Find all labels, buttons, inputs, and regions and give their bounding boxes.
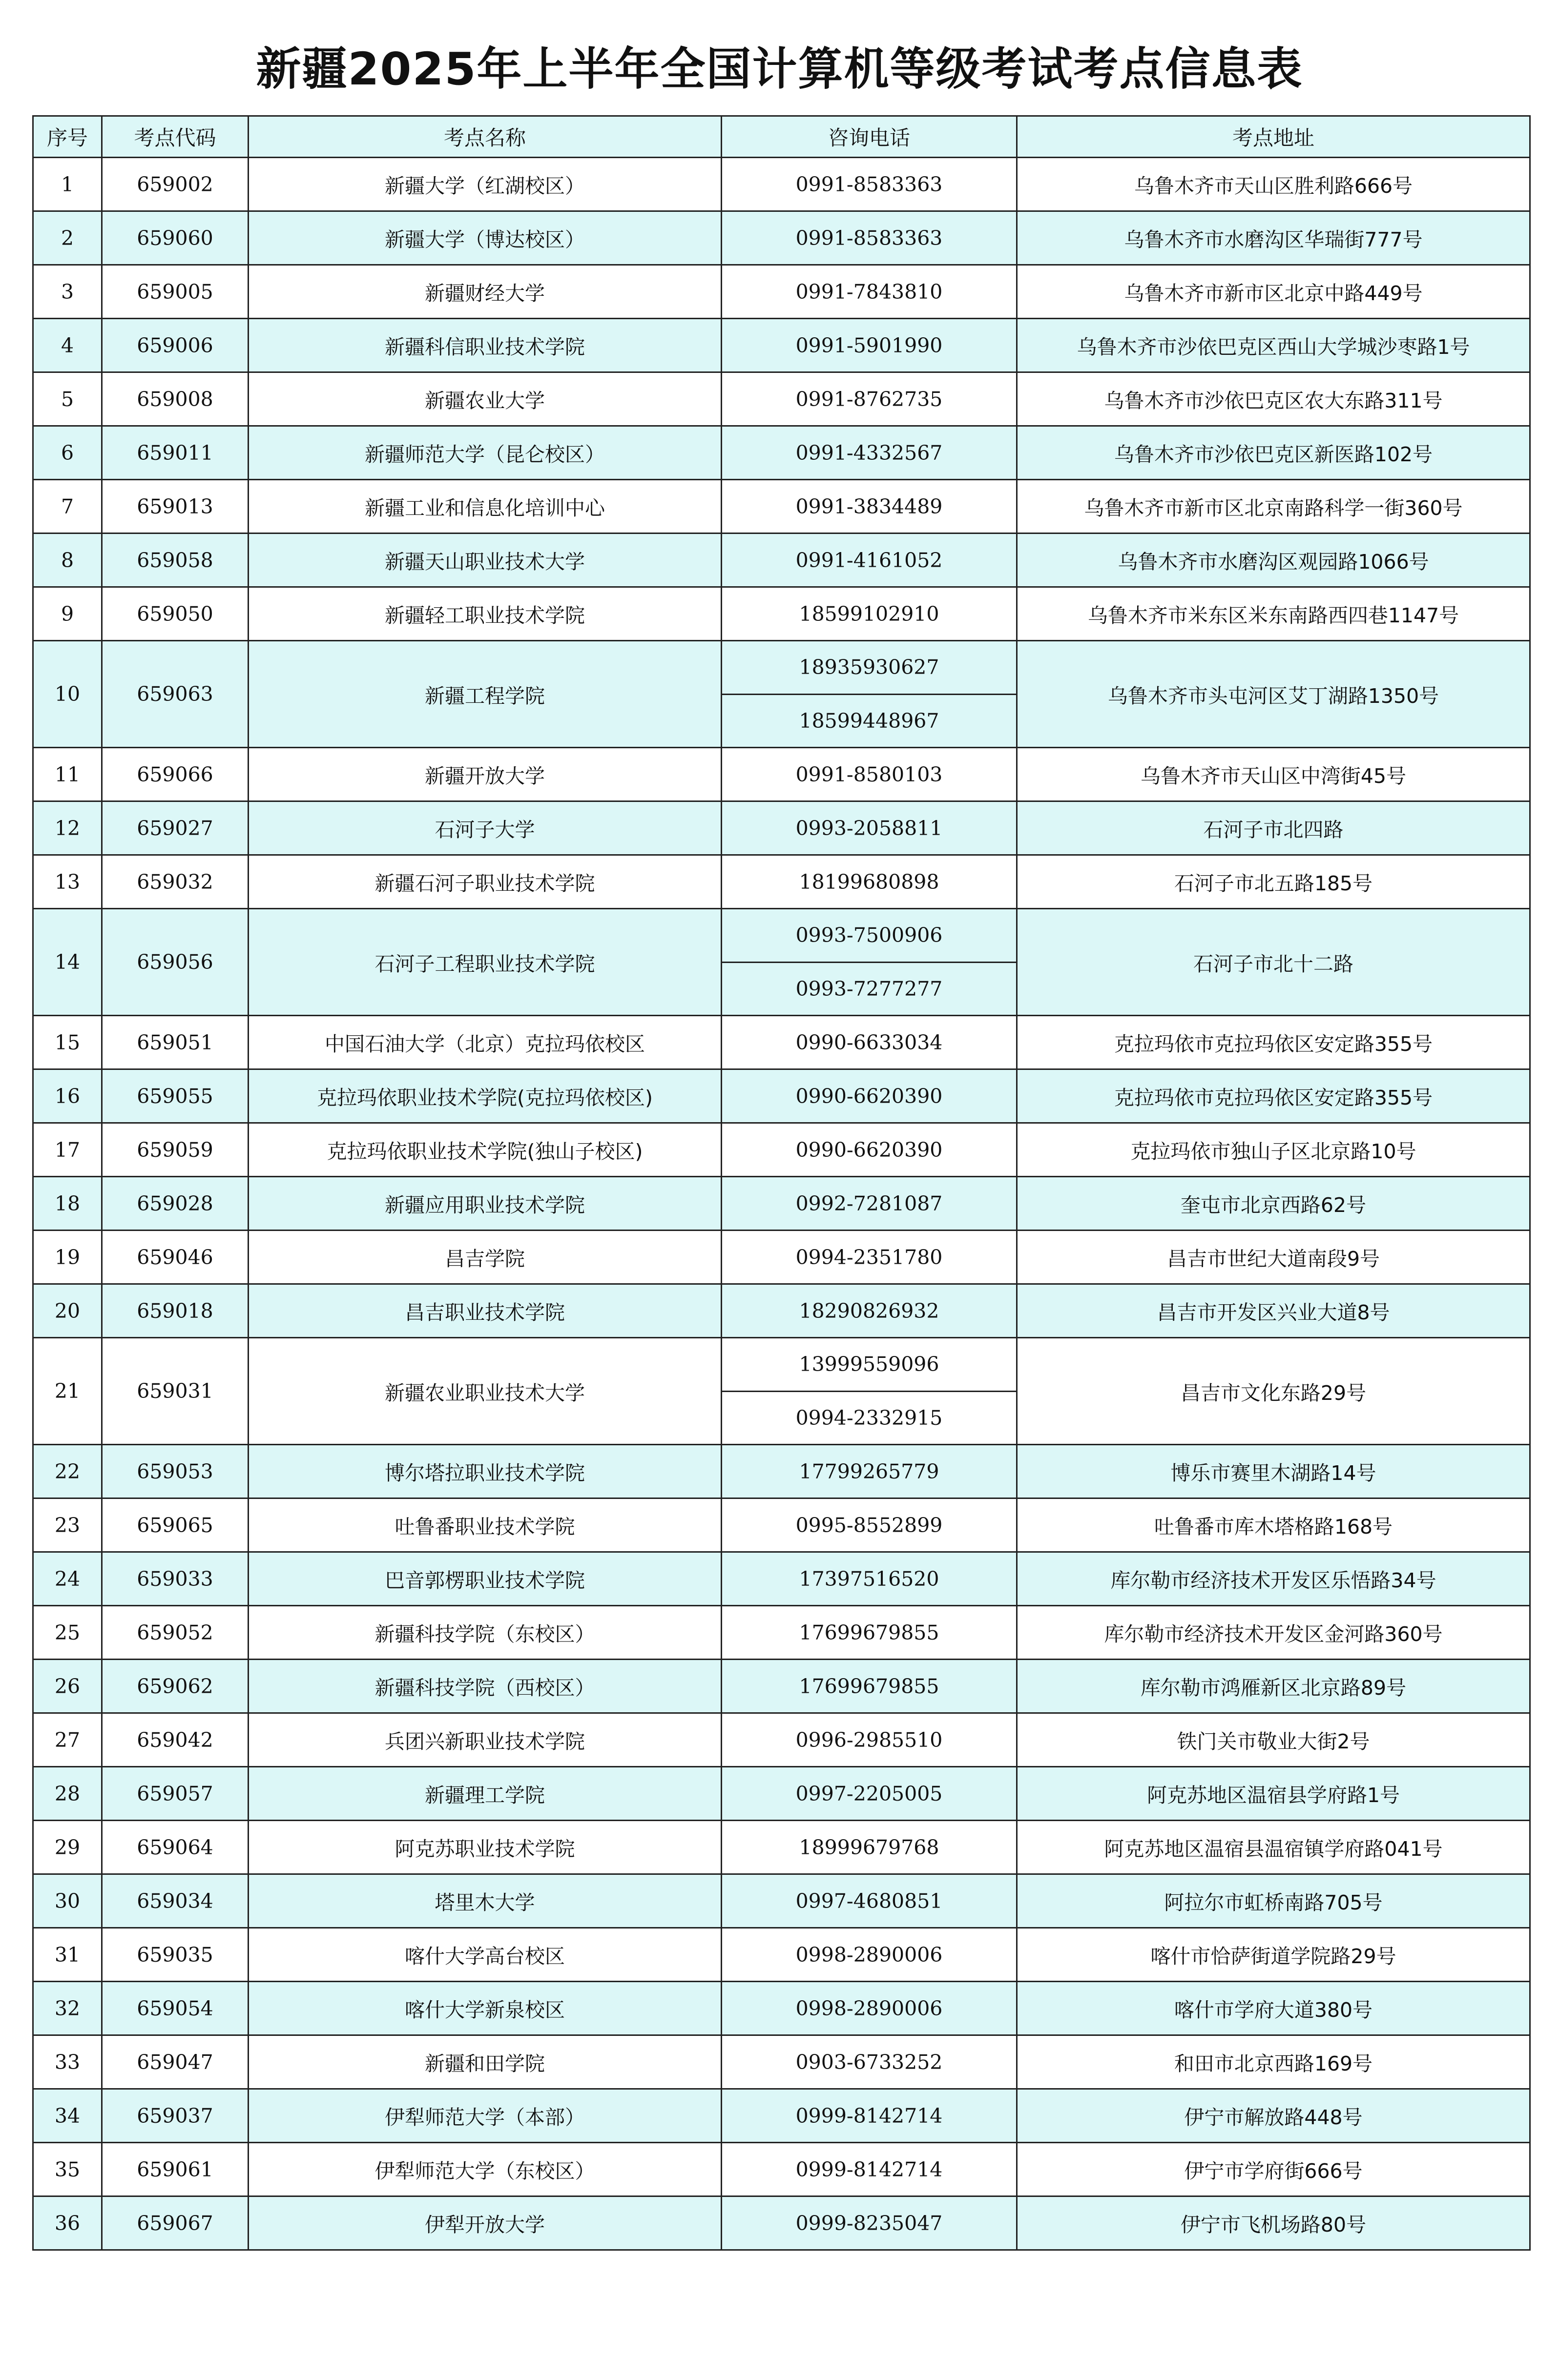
cell-code: 659066 [102,748,249,801]
cell-name: 新疆轻工职业技术学院 [249,587,722,641]
cell-no: 5 [33,372,102,426]
cell-no: 10 [33,641,102,748]
cell-address: 喀什市恰萨街道学院路29号 [1017,1928,1530,1982]
cell-phone: 0995-8552899 [722,1498,1017,1552]
cell-phone: 0996-2985510 [722,1713,1017,1767]
cell-code: 659059 [102,1123,249,1177]
cell-name: 中国石油大学（北京）克拉玛依校区 [249,1016,722,1069]
cell-code: 659032 [102,855,249,909]
cell-name: 博尔塔拉职业技术学院 [249,1445,722,1498]
cell-phone: 17699679855 [722,1660,1017,1713]
cell-code: 659046 [102,1231,249,1284]
cell-name: 新疆师范大学（昆仑校区） [249,426,722,480]
table-row [33,1713,1530,1767]
cell-code: 659064 [102,1821,249,1874]
table-row [33,211,1530,265]
cell-name: 新疆工业和信息化培训中心 [249,480,722,533]
cell-address: 昌吉市文化东路29号 [1017,1338,1530,1445]
cell-no: 32 [33,1982,102,2035]
header-no: 序号 [33,116,102,158]
cell-no: 2 [33,211,102,265]
cell-no: 19 [33,1231,102,1284]
table-row [33,1338,1530,1392]
cell-address: 乌鲁木齐市沙依巴克区新医路102号 [1017,426,1530,480]
table-row [33,2143,1530,2196]
table-row [33,1177,1530,1231]
table-row [33,1821,1530,1874]
cell-no: 25 [33,1606,102,1660]
cell-name: 新疆大学（红湖校区） [249,158,722,211]
cell-address: 博乐市赛里木湖路14号 [1017,1445,1530,1498]
table-header-row [33,116,1530,158]
cell-name: 新疆和田学院 [249,2035,722,2089]
cell-address: 奎屯市北京西路62号 [1017,1177,1530,1231]
cell-no: 17 [33,1123,102,1177]
table-row [33,587,1530,641]
cell-phone: 0993-7500906 [722,909,1017,963]
cell-code: 659034 [102,1874,249,1928]
cell-no: 33 [33,2035,102,2089]
cell-code: 659063 [102,641,249,748]
cell-phone: 18935930627 [722,641,1017,695]
cell-no: 16 [33,1069,102,1123]
table-row [33,1928,1530,1982]
cell-code: 659052 [102,1606,249,1660]
cell-name: 伊犁开放大学 [249,2196,722,2250]
cell-code: 659060 [102,211,249,265]
table-row [33,1016,1530,1069]
table-row [33,641,1530,695]
cell-code: 659033 [102,1552,249,1606]
cell-name: 新疆农业大学 [249,372,722,426]
cell-code: 659027 [102,801,249,855]
cell-code: 659042 [102,1713,249,1767]
cell-name: 新疆科信职业技术学院 [249,319,722,372]
cell-phone: 0991-8762735 [722,372,1017,426]
table-row [33,909,1530,963]
cell-name: 石河子大学 [249,801,722,855]
cell-phone: 0990-6620390 [722,1069,1017,1123]
cell-address: 乌鲁木齐市新市区北京南路科学一街360号 [1017,480,1530,533]
table-row [33,1123,1530,1177]
cell-no: 34 [33,2089,102,2143]
table-row [33,426,1530,480]
cell-address: 库尔勒市经济技术开发区乐悟路34号 [1017,1552,1530,1606]
cell-name: 新疆天山职业技术大学 [249,533,722,587]
cell-address: 石河子市北十二路 [1017,909,1530,1016]
cell-phone: 0991-4332567 [722,426,1017,480]
cell-phone: 18999679768 [722,1821,1017,1874]
cell-name: 新疆应用职业技术学院 [249,1177,722,1231]
cell-phone: 0991-8583363 [722,158,1017,211]
cell-name: 新疆理工学院 [249,1767,722,1821]
cell-address: 乌鲁木齐市米东区米东南路西四巷1147号 [1017,587,1530,641]
table-row [33,1552,1530,1606]
cell-no: 1 [33,158,102,211]
cell-no: 29 [33,1821,102,1874]
cell-no: 23 [33,1498,102,1552]
cell-address: 昌吉市开发区兴业大道8号 [1017,1284,1530,1338]
table-row [33,480,1530,533]
table-row [33,2035,1530,2089]
cell-phone: 0903-6733252 [722,2035,1017,2089]
cell-name: 昌吉职业技术学院 [249,1284,722,1338]
cell-phone: 17397516520 [722,1552,1017,1606]
table-row [33,1498,1530,1552]
cell-address: 伊宁市解放路448号 [1017,2089,1530,2143]
table-row [33,801,1530,855]
cell-address: 喀什市学府大道380号 [1017,1982,1530,2035]
cell-address: 乌鲁木齐市天山区中湾街45号 [1017,748,1530,801]
cell-phone: 0990-6620390 [722,1123,1017,1177]
cell-phone: 0997-4680851 [722,1874,1017,1928]
cell-code: 659008 [102,372,249,426]
cell-no: 13 [33,855,102,909]
cell-name: 伊犁师范大学（本部） [249,2089,722,2143]
cell-code: 659054 [102,1982,249,2035]
cell-code: 659005 [102,265,249,319]
table-row [33,2089,1530,2143]
cell-phone: 18199680898 [722,855,1017,909]
cell-address: 库尔勒市鸿雁新区北京路89号 [1017,1660,1530,1713]
cell-phone: 0990-6633034 [722,1016,1017,1069]
cell-no: 8 [33,533,102,587]
cell-name: 新疆科技学院（东校区） [249,1606,722,1660]
cell-no: 35 [33,2143,102,2196]
cell-no: 28 [33,1767,102,1821]
header-address: 考点地址 [1017,116,1530,158]
cell-phone: 0994-2351780 [722,1231,1017,1284]
cell-no: 21 [33,1338,102,1445]
cell-no: 14 [33,909,102,1016]
cell-phone: 0994-2332915 [722,1391,1017,1445]
cell-address: 吐鲁番市库木塔格路168号 [1017,1498,1530,1552]
table-row [33,533,1530,587]
cell-phone: 0991-7843810 [722,265,1017,319]
cell-no: 11 [33,748,102,801]
cell-no: 24 [33,1552,102,1606]
table-row [33,158,1530,211]
cell-code: 659028 [102,1177,249,1231]
cell-name: 新疆农业职业技术大学 [249,1338,722,1445]
cell-code: 659061 [102,2143,249,2196]
table-row [33,1231,1530,1284]
cell-name: 巴音郭楞职业技术学院 [249,1552,722,1606]
cell-phone: 0991-3834489 [722,480,1017,533]
cell-code: 659035 [102,1928,249,1982]
cell-address: 伊宁市飞机场路80号 [1017,2196,1530,2250]
cell-name: 新疆科技学院（西校区） [249,1660,722,1713]
cell-code: 659002 [102,158,249,211]
table-row [33,1660,1530,1713]
cell-code: 659006 [102,319,249,372]
cell-name: 新疆大学（博达校区） [249,211,722,265]
cell-code: 659051 [102,1016,249,1069]
cell-address: 乌鲁木齐市沙依巴克区西山大学城沙枣路1号 [1017,319,1530,372]
cell-phone: 0991-4161052 [722,533,1017,587]
cell-code: 659011 [102,426,249,480]
cell-no: 30 [33,1874,102,1928]
cell-phone: 18290826932 [722,1284,1017,1338]
cell-name: 新疆开放大学 [249,748,722,801]
cell-phone: 0991-8583363 [722,211,1017,265]
cell-code: 659067 [102,2196,249,2250]
cell-code: 659050 [102,587,249,641]
cell-address: 克拉玛依市克拉玛依区安定路355号 [1017,1069,1530,1123]
cell-name: 吐鲁番职业技术学院 [249,1498,722,1552]
cell-name: 喀什大学新泉校区 [249,1982,722,2035]
cell-phone: 0999-8235047 [722,2196,1017,2250]
cell-code: 659062 [102,1660,249,1713]
cell-no: 18 [33,1177,102,1231]
cell-address: 乌鲁木齐市水磨沟区观园路1066号 [1017,533,1530,587]
cell-name: 克拉玛依职业技术学院(克拉玛依校区) [249,1069,722,1123]
cell-address: 伊宁市学府街666号 [1017,2143,1530,2196]
cell-address: 乌鲁木齐市水磨沟区华瑞街777号 [1017,211,1530,265]
cell-code: 659056 [102,909,249,1016]
cell-code: 659065 [102,1498,249,1552]
table-row [33,855,1530,909]
cell-address: 克拉玛依市独山子区北京路10号 [1017,1123,1530,1177]
page-title: 新疆2025年上半年全国计算机等级考试考点信息表 [256,43,1303,95]
cell-address: 阿克苏地区温宿县温宿镇学府路041号 [1017,1821,1530,1874]
cell-no: 26 [33,1660,102,1713]
cell-phone: 18599102910 [722,587,1017,641]
table-row [33,265,1530,319]
table-row [33,748,1530,801]
cell-code: 659053 [102,1445,249,1498]
cell-phone: 0991-8580103 [722,748,1017,801]
cell-name: 阿克苏职业技术学院 [249,1821,722,1874]
header-name: 考点名称 [249,116,722,158]
header-phone: 咨询电话 [722,116,1017,158]
cell-no: 31 [33,1928,102,1982]
cell-address: 克拉玛依市克拉玛依区安定路355号 [1017,1016,1530,1069]
cell-phone: 13999559096 [722,1338,1017,1392]
cell-address: 乌鲁木齐市头屯河区艾丁湖路1350号 [1017,641,1530,748]
table-row [33,1445,1530,1498]
cell-name: 新疆财经大学 [249,265,722,319]
cell-no: 36 [33,2196,102,2250]
cell-address: 石河子市北五路185号 [1017,855,1530,909]
cell-address: 乌鲁木齐市天山区胜利路666号 [1017,158,1530,211]
cell-phone: 0998-2890006 [722,1982,1017,2035]
cell-address: 阿拉尔市虹桥南路705号 [1017,1874,1530,1928]
cell-name: 石河子工程职业技术学院 [249,909,722,1016]
cell-phone: 0993-7277277 [722,962,1017,1016]
cell-address: 阿克苏地区温宿县学府路1号 [1017,1767,1530,1821]
cell-address: 和田市北京西路169号 [1017,2035,1530,2089]
cell-name: 昌吉学院 [249,1231,722,1284]
cell-phone: 18599448967 [722,694,1017,748]
cell-no: 7 [33,480,102,533]
cell-no: 12 [33,801,102,855]
table-row [33,1874,1530,1928]
exam-site-table [32,115,1531,2251]
cell-phone: 0997-2205005 [722,1767,1017,1821]
cell-name: 克拉玛依职业技术学院(独山子校区) [249,1123,722,1177]
cell-code: 659037 [102,2089,249,2143]
cell-address: 乌鲁木齐市新市区北京中路449号 [1017,265,1530,319]
cell-no: 4 [33,319,102,372]
table-row [33,1606,1530,1660]
cell-phone: 0992-7281087 [722,1177,1017,1231]
cell-no: 6 [33,426,102,480]
table-row [33,319,1530,372]
cell-address: 石河子市北四路 [1017,801,1530,855]
cell-phone: 0991-5901990 [722,319,1017,372]
cell-phone: 17799265779 [722,1445,1017,1498]
cell-name: 喀什大学高台校区 [249,1928,722,1982]
cell-phone: 0999-8142714 [722,2143,1017,2196]
table-row [33,1284,1530,1338]
cell-address: 库尔勒市经济技术开发区金河路360号 [1017,1606,1530,1660]
cell-phone: 0998-2890006 [722,1928,1017,1982]
cell-name: 新疆石河子职业技术学院 [249,855,722,909]
cell-code: 659013 [102,480,249,533]
cell-code: 659031 [102,1338,249,1445]
table-row [33,2196,1530,2250]
cell-no: 15 [33,1016,102,1069]
cell-code: 659058 [102,533,249,587]
table-row [33,1767,1530,1821]
cell-address: 铁门关市敬业大街2号 [1017,1713,1530,1767]
cell-no: 27 [33,1713,102,1767]
cell-phone: 0999-8142714 [722,2089,1017,2143]
cell-address: 乌鲁木齐市沙依巴克区农大东路311号 [1017,372,1530,426]
cell-address: 昌吉市世纪大道南段9号 [1017,1231,1530,1284]
cell-no: 9 [33,587,102,641]
cell-code: 659047 [102,2035,249,2089]
cell-code: 659018 [102,1284,249,1338]
header-code: 考点代码 [102,116,249,158]
table-row [33,372,1530,426]
cell-name: 伊犁师范大学（东校区） [249,2143,722,2196]
table-row [33,1069,1530,1123]
cell-name: 兵团兴新职业技术学院 [249,1713,722,1767]
cell-no: 22 [33,1445,102,1498]
cell-no: 20 [33,1284,102,1338]
cell-code: 659057 [102,1767,249,1821]
cell-name: 新疆工程学院 [249,641,722,748]
cell-code: 659055 [102,1069,249,1123]
table-row [33,1982,1530,2035]
cell-name: 塔里木大学 [249,1874,722,1928]
cell-no: 3 [33,265,102,319]
cell-phone: 0993-2058811 [722,801,1017,855]
cell-phone: 17699679855 [722,1606,1017,1660]
